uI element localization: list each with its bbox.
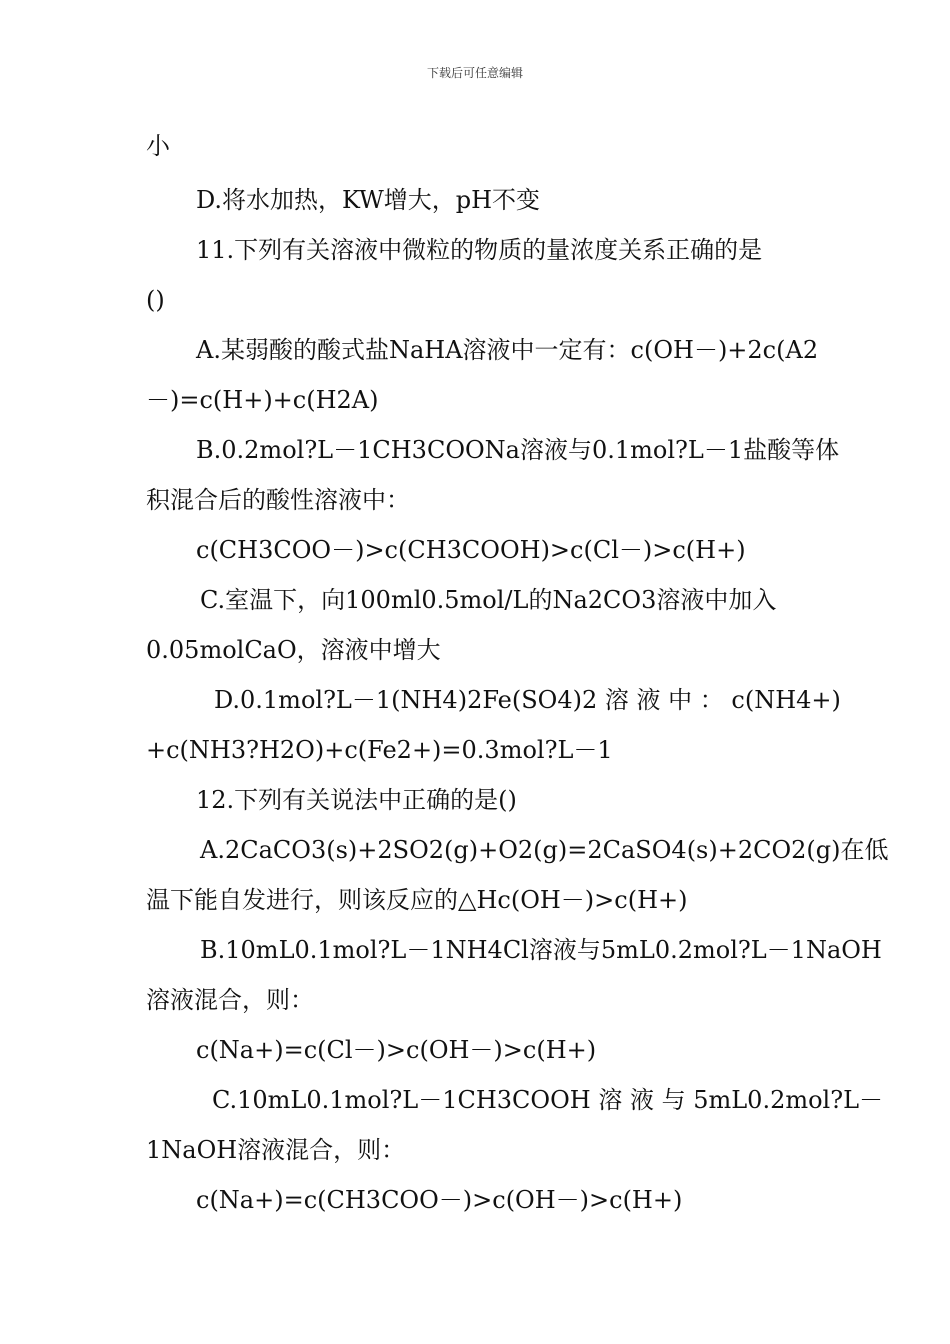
option-b-continued: 积混合后的酸性溶液中： [146, 486, 410, 514]
option-c-q12-continued: 1NaOH溶液混合，则： [146, 1136, 406, 1164]
option-c-line: C.室温下，向100ml0.5mol/L的Na2CO3溶液中加入 [200, 586, 777, 614]
option-d-line: D.将水加热，KW增大，pH不变 [196, 186, 541, 214]
text-line: 小 [146, 132, 170, 160]
option-a-q12-continued: 温下能自发进行，则该反应的△Hc(OH－)>c(H+) [146, 886, 688, 914]
option-c-question-12: C.10mL0.1mol?L－1CH3COOH 溶 液 与 5mL0.2mol?L－ [212, 1086, 884, 1114]
option-a-line: A.某弱酸的酸式盐NaHA溶液中一定有：c(OH－)+2c(A2 [196, 336, 819, 364]
page-header: 下载后可任意编辑 [426, 66, 523, 80]
option-b-q12-continued: 溶液混合，则： [146, 986, 314, 1014]
option-b-question-12: B.10mL0.1mol?L－1NH4Cl溶液与5mL0.2mol?L－1NaOH [200, 936, 882, 964]
question-11-title: 11.下列有关溶液中微粒的物质的量浓度关系正确的是 [196, 236, 763, 264]
option-b-line: B.0.2mol?L－1CH3COONa溶液与0.1mol?L－1盐酸等体 [196, 436, 840, 464]
option-d-question-11: D.0.1mol?L－1(NH4)2Fe(SO4)2 溶 液 中 ： c(NH4+) [214, 686, 841, 714]
question-11-bracket: () [146, 286, 165, 314]
option-b-formula: c(CH3COO－)>c(CH3COOH)>c(Cl－)>c(H+) [196, 536, 746, 564]
option-d-continued: +c(NH3?H2O)+c(Fe2+)=0.3mol?L－1 [146, 736, 613, 764]
option-b-q12-formula: c(Na+)=c(Cl－)>c(OH－)>c(H+) [196, 1036, 597, 1064]
option-a-continued: －)=c(H+)+c(H2A) [146, 386, 379, 414]
option-c-continued: 0.05molCaO，溶液中增大 [146, 636, 441, 664]
option-a-question-12: A.2CaCO3(s)+2SO2(g)+O2(g)=2CaSO4(s)+2CO2(g)在低 [200, 836, 889, 864]
option-c-q12-formula: c(Na+)=c(CH3COO－)>c(OH－)>c(H+) [196, 1186, 683, 1214]
question-12-title: 12.下列有关说法中正确的是() [196, 786, 517, 814]
